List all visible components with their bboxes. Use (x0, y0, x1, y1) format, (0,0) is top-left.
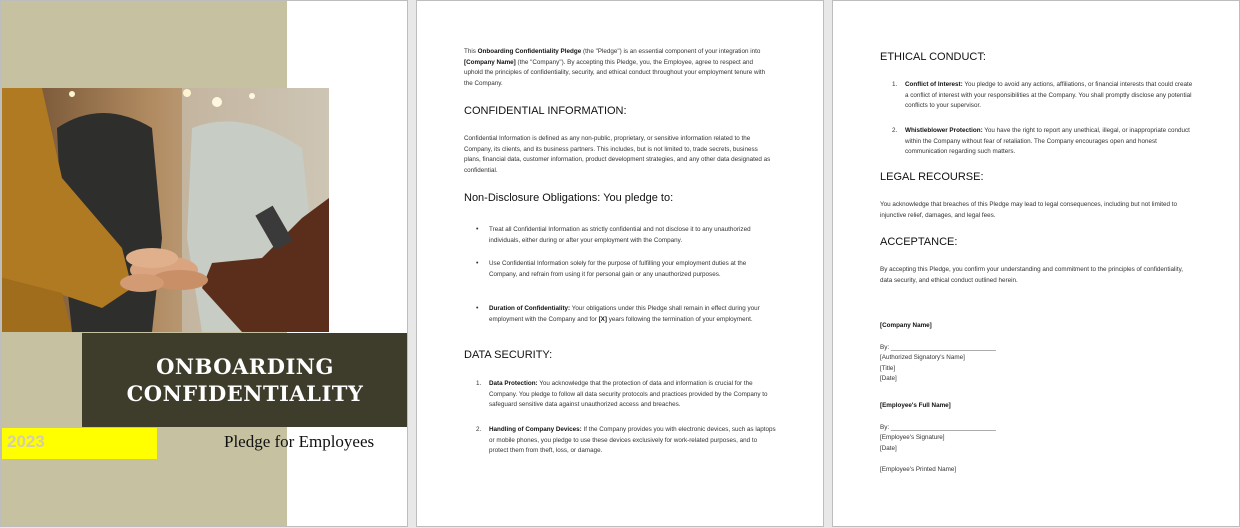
employee-signature: [Employee's Signature] (880, 434, 945, 442)
employee-signature-line: By: ______________________________ (880, 423, 996, 431)
company-name: [Company Name] (880, 322, 932, 329)
signatory-name: [Authorized Signatory's Name] (880, 354, 965, 362)
list-item: • Duration of Confidentiality: Your obligations under this Pledge shall remain in effect during your employment with the Company and for [X] years following the termination of your employment. (489, 304, 776, 325)
cover-page (0, 0, 408, 527)
document-page-2 (416, 0, 824, 527)
cover-title (82, 353, 408, 407)
list-item: 2. Handling of Company Devices: If the Company provides you with electronic devices, such as laptops or mobile phones, you pledge to use these devices exclusively for work-related purposes, and to protect them from theft, loss, or damage. (476, 426, 776, 455)
legal-text: You acknowledge that breaches of this Pledge may lead to legal consequences, including but not limited to injunctive relief, damages, and legal fees. (880, 201, 1177, 219)
employee-date: [Date] (880, 444, 897, 452)
acceptance-text: By accepting this Pledge, you confirm your understanding and commitment to the principles of confidentiality, data security, and ethical conduct outlined herein. (880, 266, 1183, 284)
cover-photo (2, 88, 329, 332)
company-signature-line: By: ______________________________ (880, 343, 996, 351)
company-signature-block (880, 321, 1180, 385)
cover-year: 2023 (7, 432, 45, 451)
ethical-heading: ETHICAL CONDUCT: (880, 51, 986, 63)
list-item: • Use Confidential Information solely for the purpose of fulfilling your employment duties at the Company, and refrain from using it for personal gain or any unauthorized purposes. (489, 259, 776, 280)
employee-signature-block (880, 401, 1180, 476)
cover-subtitle: Pledge for Employees (224, 432, 375, 451)
employee-name: [Employee's Full Name] (880, 402, 951, 409)
document-page-3 (832, 0, 1240, 527)
acceptance-heading: ACCEPTANCE: (880, 236, 958, 248)
list-item: 1. Data Protection: You acknowledge that the protection of data and information is crucial for the Company. You pledge to follow all data security protocols and practices provided by the Company to safeguard sensitive data against unauthorized access and breaches. (476, 380, 768, 409)
confidential-heading: CONFIDENTIAL INFORMATION: (464, 105, 627, 117)
list-item: 1. Conflict of Interest: You pledge to avoid any actions, affiliations, or financial interests that could create a conflict of interest with your responsibilities at the Company. You shall promptly disclose any potential conflicts to your supervisor. (892, 81, 1193, 110)
nondisclosure-heading: Non-Disclosure Obligations: You pledge to: (464, 192, 674, 204)
cover-title-box (82, 333, 408, 427)
signatory-title: [Title] (880, 364, 896, 372)
year-box (2, 428, 157, 459)
list-item: 2. Whistleblower Protection: You have the right to report any unethical, illegal, or inappropriate conduct within the Company without fear of retaliation. The Company encourages open and honest communication regarding such matters. (892, 127, 1190, 156)
list-item: • Treat all Confidential Information as strictly confidential and not disclose it to any unauthorized individuals, either during or after your employment with the Company. (489, 225, 776, 246)
confidential-text: Confidential Information is defined as any non-public, proprietary, or sensitive information related to the Company, its clients, and its business partners. This includes, but is not limited to, trade secrets, business plans, financial data, customer information, product development strategies, and any other data designated as confidential. (464, 135, 771, 174)
employee-printed-name: [Employee's Printed Name] (880, 466, 957, 474)
cover-title-line2: CONFIDENTIALITY (126, 381, 364, 406)
cover-title-line1: ONBOARDING (156, 354, 334, 379)
legal-heading: LEGAL RECOURSE: (880, 171, 984, 183)
data-security-heading: DATA SECURITY: (464, 349, 553, 361)
intro-paragraph: This Onboarding Confidentiality Pledge (the "Pledge") is an essential component of your integration into [Company Name] (the "Company"). By accepting this Pledge, you, the Employee, agree to respect and uphold the principles of confidentiality, security, and ethical conduct throughout your employment tenure with the Company. (464, 48, 766, 87)
company-date: [Date] (880, 375, 897, 383)
team-hands-illustration (2, 88, 329, 332)
